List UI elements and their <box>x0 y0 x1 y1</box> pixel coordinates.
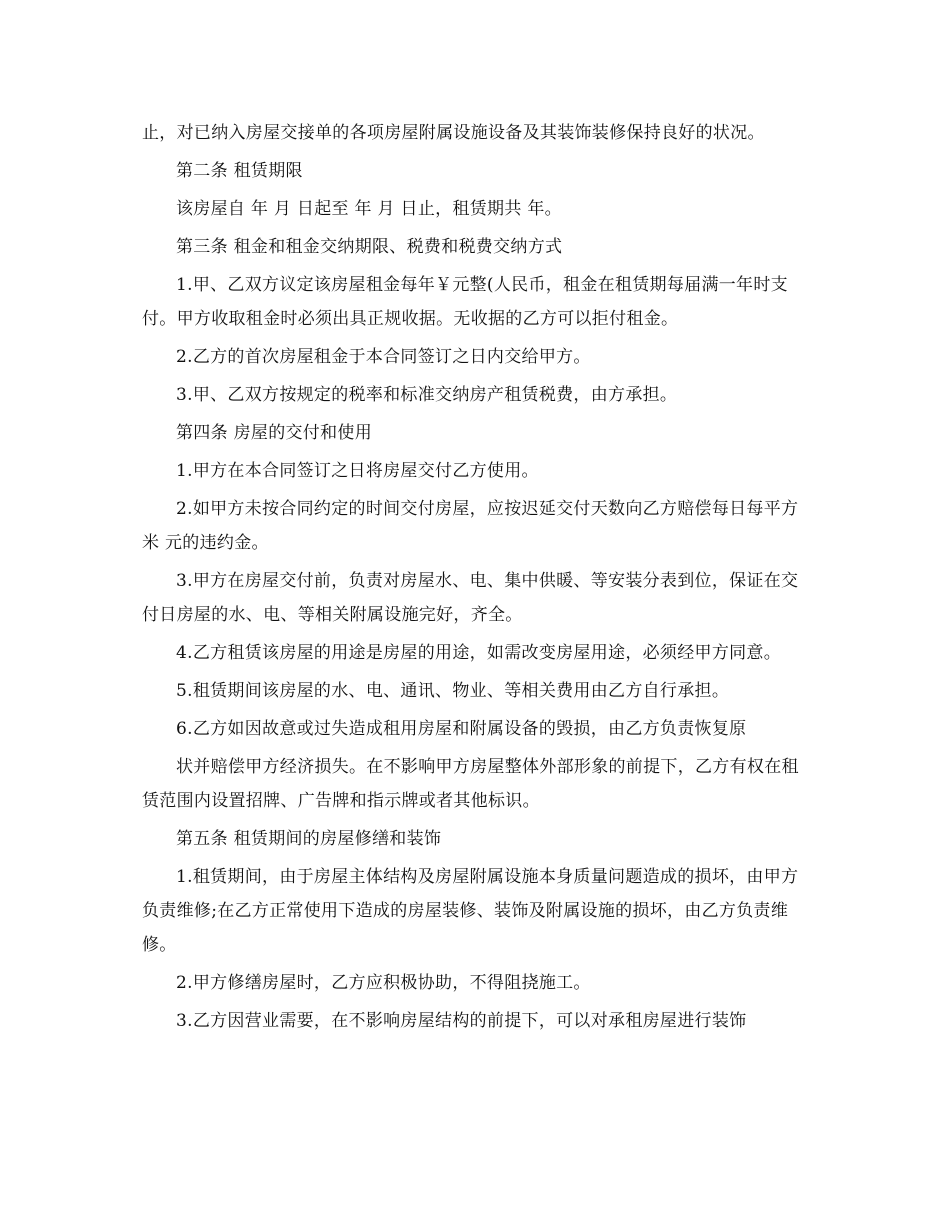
paragraph-7: 3.甲、乙双方按规定的税率和标准交纳房产租赁税费，由方承担。 <box>176 385 678 405</box>
paragraph-12: 4.乙方租赁该房屋的用途是房屋的用途，如需改变房屋用途，必须经甲方同意。 <box>176 643 782 663</box>
section-heading-2: 第二条 租赁期限 <box>176 161 303 181</box>
paragraph-18: 2.甲方修缮房屋时，乙方应积极协助，不得阻挠施工。 <box>176 973 591 993</box>
paragraph-10: 2.如甲方未按合同约定的时间交付房屋，应按迟延交付天数向乙方赔偿每日每平方米 元的违约金。 <box>142 499 799 553</box>
section-heading-4: 第四条 房屋的交付和使用 <box>176 423 373 443</box>
paragraph-17: 1.租赁期间，由于房屋主体结构及房屋附属设施本身质量问题造成的损坏，由甲方负责维修;在乙方正常使用下造成的房屋装修、装饰及附属设施的损坏，由乙方负责维修。 <box>142 867 799 955</box>
paragraph-5: 1.甲、乙双方议定该房屋租金每年￥元整(人民币，租金在租赁期每届满一年时支付。甲方收取租金时必须出具正规收据。无收据的乙方可以拒付租金。 <box>142 275 788 329</box>
paragraph-14: 6.乙方如因故意或过失造成租用房屋和附属设备的毁损，由乙方负责恢复原 <box>176 719 747 739</box>
paragraph-11: 3.甲方在房屋交付前，负责对房屋水、电、集中供暖、等安装分表到位，保证在交付日房屋的水、电、等相关附属设施完好，齐全。 <box>142 571 799 625</box>
paragraph-6: 2.乙方的首次房屋租金于本合同签订之日内交给甲方。 <box>176 347 591 367</box>
document-body <box>142 116 802 1042</box>
section-heading-5: 第五条 租赁期间的房屋修缮和装饰 <box>176 829 442 849</box>
paragraph-3: 该房屋自 年 月 日起至 年 月 日止，租赁期共 年。 <box>176 199 562 219</box>
paragraph-15: 状并赔偿甲方经济损失。在不影响甲方房屋整体外部形象的前提下，乙方有权在租赁范围内设置招牌、广告牌和指示牌或者其他标识。 <box>142 757 799 811</box>
paragraph-13: 5.租赁期间该房屋的水、电、通讯、物业、等相关费用由乙方自行承担。 <box>176 681 730 701</box>
paragraph-1: 止，对已纳入房屋交接单的各项房屋附属设施设备及其装饰装修保持良好的状况。 <box>142 123 765 143</box>
section-heading-3: 第三条 租金和租金交纳期限、税费和税费交纳方式 <box>176 237 563 257</box>
paragraph-19: 3.乙方因营业需要，在不影响房屋结构的前提下，可以对承租房屋进行装饰 <box>176 1011 747 1031</box>
paragraph-9: 1.甲方在本合同签订之日将房屋交付乙方使用。 <box>176 461 539 481</box>
